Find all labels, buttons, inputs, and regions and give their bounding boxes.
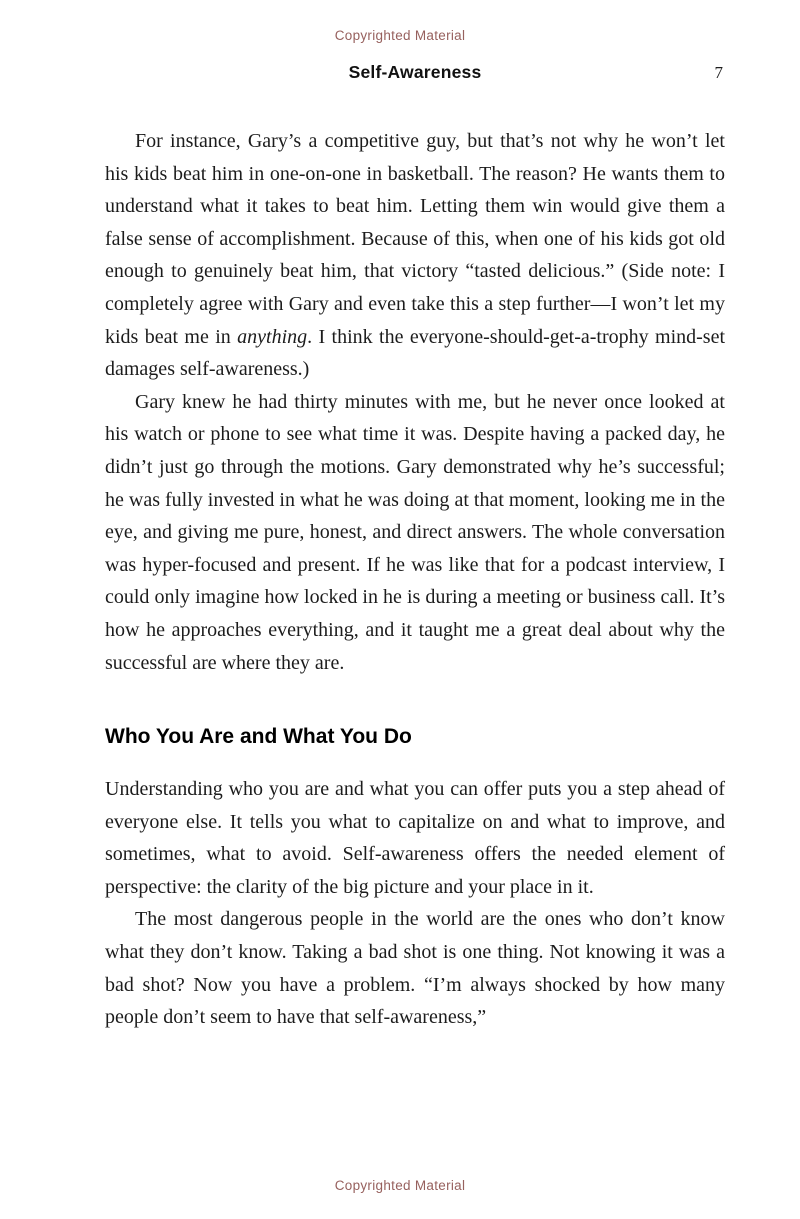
paragraph-1-text-b: . I think the everyone-should-get-a-trophy mind-set damages self-awareness.) bbox=[105, 325, 726, 381]
paragraph-1-italic-word: anything bbox=[237, 325, 308, 348]
paragraph-3: Understanding who you are and what you can offer puts you a step ahead of everyone else. It tells you what to capitalize on and what to improve, and sometimes, what to avoid. Self-awareness offers the needed element of perspective: the clarity of the big picture and your place in it. bbox=[105, 778, 725, 898]
paragraph-2: Gary knew he had thirty minutes with me, but he never once looked at his watch or phone to see what time it was. Despite having a packed day, he didn’t just go through the motions. Gary demonstrated why he’s successful; he was fully invested in what he was doing at that moment, looking me in the eye, and giving me pure, honest, and direct answers. The whole conversation was hyper-focused and present. If he was like that for a podcast interview, I could only imagine how locked in he is during a meeting or business call. It’s how he approaches everything, and it taught me a great deal about why the successful are where they are. bbox=[105, 390, 725, 674]
paragraph-4: The most dangerous people in the world are the ones who don’t know what they don’t know. Taking a bad shot is one thing. Not knowing it was a bad shot? Now you have a problem. “I’m always shocked by how many people don’t seem to have that self-awareness,” bbox=[105, 908, 725, 1029]
text-column bbox=[0, 62, 800, 1034]
copyright-notice-bottom: Copyrighted Material bbox=[334, 1178, 466, 1193]
chapter-title: Self-Awareness bbox=[348, 62, 482, 82]
paragraph-1 bbox=[105, 125, 725, 386]
paragraph-1-text-a: For instance, Gary’s a competitive guy, but that’s not why he won’t let his kids beat him in one-on-one in basketball. The reason? He wants them to understand what it takes to beat him. Letting them win would give them a false sense of accomplishment. Because of this, when one of his kids got old enough to genuinely beat him, that victory “tasted delicious.” (Side note: I completely agree with Gary and even take this a step further—I won’t let my kids beat me in bbox=[105, 130, 725, 348]
running-header bbox=[105, 62, 725, 88]
copyright-notice-top: Copyrighted Material bbox=[334, 28, 466, 43]
page-number: 7 bbox=[714, 63, 723, 82]
section-heading: Who You Are and What You Do bbox=[105, 725, 412, 749]
body-text bbox=[105, 125, 725, 1034]
